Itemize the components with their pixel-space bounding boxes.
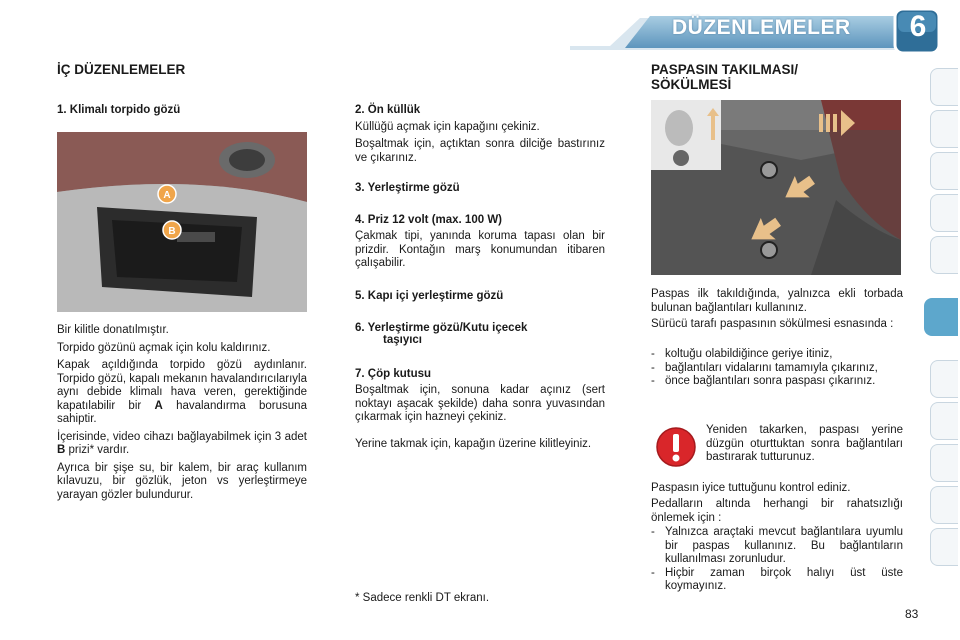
item6-title bbox=[355, 322, 527, 346]
floor-mat-photo bbox=[651, 100, 901, 275]
item7-p1: Boşaltmak için, sonuna kadar açınız (sert noktayı aşacak şekilde) daha sonra yuvasından çıkarmak için hazneyi çekiniz. bbox=[355, 384, 605, 423]
list-item: - Yalnızca araçtaki mevcut bağlantılara uyumlu bir paspas kullanınız. Bu bağlantıların kullanılması zorunludur. bbox=[651, 526, 903, 567]
floor-mat-p3: Paspasın iyice tuttuğunu kontrol ediniz. bbox=[651, 482, 851, 494]
removal-steps-list bbox=[651, 348, 903, 389]
item6-title-line1: 6. Yerleştirme gözü/Kutu içecek bbox=[355, 322, 528, 334]
chapter-tab[interactable] bbox=[930, 68, 958, 106]
bold-b: B bbox=[57, 444, 66, 456]
chapter-tab[interactable] bbox=[930, 444, 958, 482]
floor-mat-p4: Pedalların altında herhangi bir rahatsızlığı önlemek için : bbox=[651, 498, 903, 524]
floor-mat-title-line2: SÖKÜLMESİ bbox=[651, 77, 732, 92]
left-p4 bbox=[57, 431, 307, 458]
chapter-tabs bbox=[926, 60, 960, 590]
floor-mat-p1: Paspas ilk takıldığında, yalnızca ekli torbada bulunan bağlantıları kullanınız. bbox=[651, 288, 903, 314]
floor-mat-illustration bbox=[651, 100, 901, 275]
chapter-number-badge bbox=[892, 6, 944, 58]
label-b: B bbox=[168, 226, 176, 237]
chapter-tab[interactable] bbox=[930, 152, 958, 190]
list-item: - önce bağlantıları sonra paspası çıkarınız. bbox=[651, 375, 903, 389]
label-a: A bbox=[163, 190, 171, 201]
left-body bbox=[57, 324, 307, 502]
pedal-safety-list bbox=[651, 526, 903, 594]
item6-title-line2: taşıyıcı bbox=[383, 334, 422, 346]
page-number: 83 bbox=[905, 607, 919, 621]
chapter-tab[interactable] bbox=[930, 528, 958, 566]
glovebox-illustration bbox=[57, 132, 307, 312]
chapter-tab-active[interactable] bbox=[924, 298, 958, 336]
item5-title: 5. Kapı içi yerleştirme gözü bbox=[355, 290, 504, 302]
chapter-tab[interactable] bbox=[930, 360, 958, 398]
list-item: - bağlantıları vidalarını tamamıyla çıkarınız, bbox=[651, 362, 903, 376]
list-item: - Hiçbir zaman birçok halıyı üst üste koymayınız. bbox=[651, 567, 903, 594]
chapter-tab[interactable] bbox=[930, 236, 958, 274]
item2-p2: Boşaltmak için, açtıktan sonra dilciğe bastırınız ve çıkarınız. bbox=[355, 138, 605, 164]
left-p2: Torpido gözünü açmak için kolu kaldırınız. bbox=[57, 341, 271, 354]
list-item: - koltuğu olabildiğince geriye itiniz, bbox=[651, 348, 903, 362]
footnote: * Sadece renkli DT ekranı. bbox=[355, 592, 490, 604]
warning-text: Yeniden takarken, paspası yerine düzgün oturttuktan sonra bağlantıları bastırarak tutturunuz. bbox=[706, 424, 903, 463]
glovebox-photo bbox=[57, 132, 307, 312]
warning-stop-icon bbox=[655, 426, 697, 468]
section-title-interior: İÇ DÜZENLEMELER bbox=[57, 62, 186, 77]
left-p3-text: Kapak açıldığında torpido gözü aydınlanır. Torpido gözü, kapalı mekanın havalandırıcılarıyla aynı debide klimalı hava veren, gerektiğinde kapatılabilir bir bbox=[57, 359, 307, 412]
chapter-tab[interactable] bbox=[930, 194, 958, 232]
item7-p2: Yerine takmak için, kapağın üzerine kilitleyiniz. bbox=[355, 438, 592, 450]
chapter-tab[interactable] bbox=[930, 402, 958, 440]
chapter-tab[interactable] bbox=[930, 110, 958, 148]
chapter-number: 6 bbox=[909, 10, 927, 43]
left-p3-tail: havalandırma borusuna sahiptir. bbox=[57, 399, 307, 425]
bold-a: A bbox=[154, 399, 163, 412]
item2-p1: Küllüğü açmak için kapağını çekiniz. bbox=[355, 121, 540, 133]
item4-title: 4. Priz 12 volt (max. 100 W) bbox=[355, 214, 503, 226]
item4-p: Çakmak tipi, yanında koruma tapası olan bir prizdir. Kontağın marş konumundan itibaren çalışabilir. bbox=[355, 230, 605, 269]
page-header-title: DÜZENLEMELER bbox=[672, 16, 851, 39]
item2-title: 2. Ön küllük bbox=[355, 104, 421, 116]
left-p1: Bir kilitle donatılmıştır. bbox=[57, 324, 169, 336]
left-p5: Ayrıca bir şişe su, bir kalem, bir araç kullanım kılavuzu, bir gözlük, jeton vs yerleştirmeye yarayan gözler bulundurur. bbox=[57, 461, 307, 501]
left-p4-tail: prizi* vardır. bbox=[68, 444, 130, 456]
chapter-tab[interactable] bbox=[930, 486, 958, 524]
floor-mat-title-line1: PASPASIN TAKILMASI/ bbox=[651, 62, 799, 77]
item1-title: 1. Klimalı torpido gözü bbox=[57, 104, 181, 116]
item7-title: 7. Çöp kutusu bbox=[355, 368, 432, 380]
left-p3 bbox=[57, 359, 307, 427]
left-p4-text: İçerisinde, video cihazı bağlayabilmek için 3 adet bbox=[57, 430, 307, 443]
item3-title: 3. Yerleştirme gözü bbox=[355, 182, 460, 194]
section-title-floor-mat bbox=[651, 62, 798, 92]
floor-mat-p2: Sürücü tarafı paspasının sökülmesi esnasında : bbox=[651, 318, 894, 330]
